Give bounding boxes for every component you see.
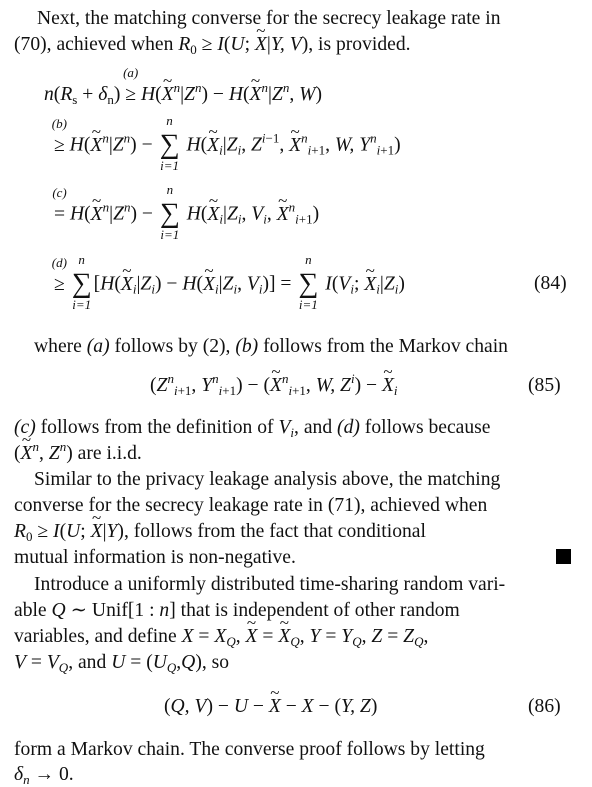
para3-line2: (~ $X^n$, $Z^n$) are i.i.d. xyxy=(14,441,142,466)
para4-line1: Similar to the privacy leakage analysis above, the matching xyxy=(34,469,501,490)
para5-line3: variables, and define $X = X_Q$, ~ X = ~ $X_Q$, $Y = Y_Q$, $Z = Z_Q$, xyxy=(14,624,428,649)
para2-line: where (a) follows by (2), (b) follows from the Markov chain xyxy=(34,336,508,357)
para4-line2: converse for the secrecy leakage rate in (71), achieved when xyxy=(14,495,488,516)
eq84-line2: (b) ≥ H(~ $X^n|Z^n$) − n ∑ i=1 H(~ $X_i|Z_i$, $Z^{i-1}$, ~ $X^n_{i+1}$, W, $Y^n_{i+1}$) xyxy=(54,132,401,160)
equation-number-85: (85) xyxy=(528,375,561,396)
para5-line2: able Q ∼ Unif[1 : n] that is independent of other random xyxy=(14,600,460,621)
para5-line4: $V = V_Q$, and $U = (U_Q,Q)$, so xyxy=(14,652,230,675)
equation-number-86: (86) xyxy=(528,696,561,717)
para4-line4: mutual information is non-negative. xyxy=(14,547,296,568)
eq85-body: ($Z^n_{i+1}$, $Y^n_{i+1}$) − (~ $X^n_{i+1}$, W, $Z^i$) − ~ $X_i$ xyxy=(150,373,398,398)
eq84-line3: (c) = H(~ $X^n|Z^n$) − n ∑ i=1 H(~ $X_i|Z_i$, $V_i$, ~ $X^n_{i+1}$) xyxy=(54,201,319,229)
eq84-line1: $n(R_s + \delta_n)$ (a) ≥ H(~ $X^n|Z^n$) − H(~ $X^n|Z^n$, W) xyxy=(44,82,322,107)
para1-line1: Next, the matching converse for the secrecy leakage rate in xyxy=(37,8,501,29)
equation-number-84: (84) xyxy=(534,273,567,294)
para1-line2: (70), achieved when $R_0 \ge I(U$; ~ X|Y, V), is provided. xyxy=(14,32,411,57)
eq84-line4: (d) ≥ n ∑ i=1 [H(~ $X_i|Z_i$) − H(~ $X_i|Z_i$, $V_i$)] = n ∑ i=1 $I(V_i$; ~ $X_i|Z_i$) xyxy=(54,271,405,299)
para5-line1: Introduce a uniformly distributed time-sharing random vari- xyxy=(34,574,506,595)
qed-square xyxy=(556,549,571,564)
para6-line1: form a Markov chain. The converse proof follows by letting xyxy=(14,739,485,760)
para4-line3: $R_0 \ge I(U$; ~ X|Y), follows from the fact that conditional xyxy=(14,519,426,544)
para3-line1: (c) follows from the definition of $V_i$, and (d) follows because xyxy=(14,417,491,440)
para6-line2: $\delta_n \to 0$. xyxy=(14,764,74,787)
eq86-body: (Q, V) − U − ~ X − X − (Y, Z) xyxy=(164,694,377,719)
